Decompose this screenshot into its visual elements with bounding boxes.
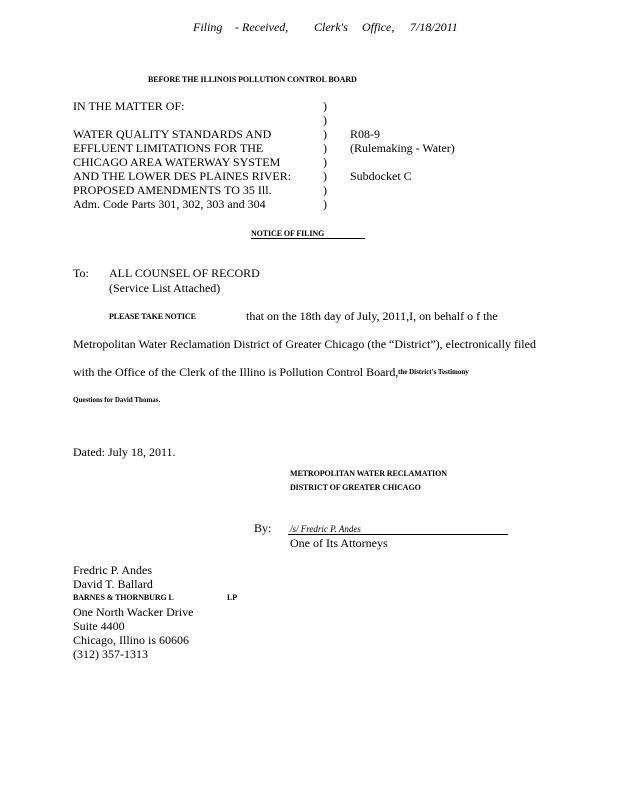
body-line: Metropolitan Water Reclamation District of Greater Chicago (the “District”), electronically filed xyxy=(73,337,536,351)
signature-name: /s/ Fredric P. Andes xyxy=(290,524,361,534)
caption-line: WATER QUALITY STANDARDS AND xyxy=(73,127,272,141)
attorney-name: David T. Ballard xyxy=(73,577,153,591)
by-label: By: xyxy=(254,521,272,535)
caption-paren: ) xyxy=(323,113,327,127)
notice-title: NOTICE OF FILING xyxy=(251,229,325,238)
address-line: Suite 4400 xyxy=(73,619,125,633)
to-label: To: xyxy=(73,266,89,280)
address-city: Chicago, Illino is 60606 xyxy=(73,633,189,647)
firm-suffix: LP xyxy=(227,593,238,602)
notice-title-underline xyxy=(251,238,365,239)
caption-line: PROPOSED AMENDMENTS TO 35 Ill. xyxy=(73,183,272,197)
address-line: One North Wacker Drive xyxy=(73,605,194,619)
caption-line: EFFLUENT LIMITATIONS FOR THE xyxy=(73,141,264,155)
to-recipient: ALL COUNSEL OF RECORD xyxy=(109,266,260,280)
attorney-name: Fredric P. Andes xyxy=(73,563,152,577)
caption-paren: ) xyxy=(323,197,327,211)
caption-paren: ) xyxy=(323,141,327,155)
header-office: Office, xyxy=(362,20,395,34)
header-date: 7/18/2011 xyxy=(410,20,458,34)
header-clerks: Clerk's xyxy=(314,20,348,34)
body-small-text: the District's Testimony xyxy=(398,368,469,376)
to-note: (Service List Attached) xyxy=(109,281,221,295)
please-take-notice: PLEASE TAKE NOTICE xyxy=(109,312,196,321)
header-filing: Filing xyxy=(193,20,223,34)
board-title: BEFORE THE ILLINOIS POLLUTION CONTROL BOARD xyxy=(148,75,357,84)
caption-paren: ) xyxy=(323,99,327,113)
caption-line: Adm. Code Parts 301, 302, 303 and 304 xyxy=(73,197,266,211)
case-type: (Rulemaking - Water) xyxy=(350,141,455,155)
signature-org: METROPOLITAN WATER RECLAMATION xyxy=(290,469,447,478)
dated-line: Dated: July 18, 2011. xyxy=(73,445,176,459)
firm-name: BARNES & THORNBURG L xyxy=(73,593,174,602)
phone-number: (312) 357-1313 xyxy=(73,647,148,661)
caption-line: AND THE LOWER DES PLAINES RIVER: xyxy=(73,169,292,183)
caption-line: CHICAGO AREA WATERWAY SYSTEM xyxy=(73,155,281,169)
subdocket: Subdocket C xyxy=(350,169,412,183)
signature-line xyxy=(288,534,508,535)
caption-line: IN THE MATTER OF: xyxy=(73,99,185,113)
signature-org: DISTRICT OF GREATER CHICAGO xyxy=(290,483,421,492)
caption-paren: ) xyxy=(323,127,327,141)
body-small-text: Questions for David Thomas. xyxy=(73,396,161,404)
caption-paren: ) xyxy=(323,169,327,183)
body-line: that on the 18th day of July, 2011,I, on behalf o f the xyxy=(246,309,498,323)
caption-paren: ) xyxy=(323,183,327,197)
header-received: - Received, xyxy=(235,20,289,34)
body-line: with the Office of the Clerk of the Illino is Pollution Control Board, xyxy=(73,365,399,379)
signature-role: One of Its Attorneys xyxy=(290,536,388,550)
case-number: R08-9 xyxy=(350,127,380,141)
caption-paren: ) xyxy=(323,155,327,169)
